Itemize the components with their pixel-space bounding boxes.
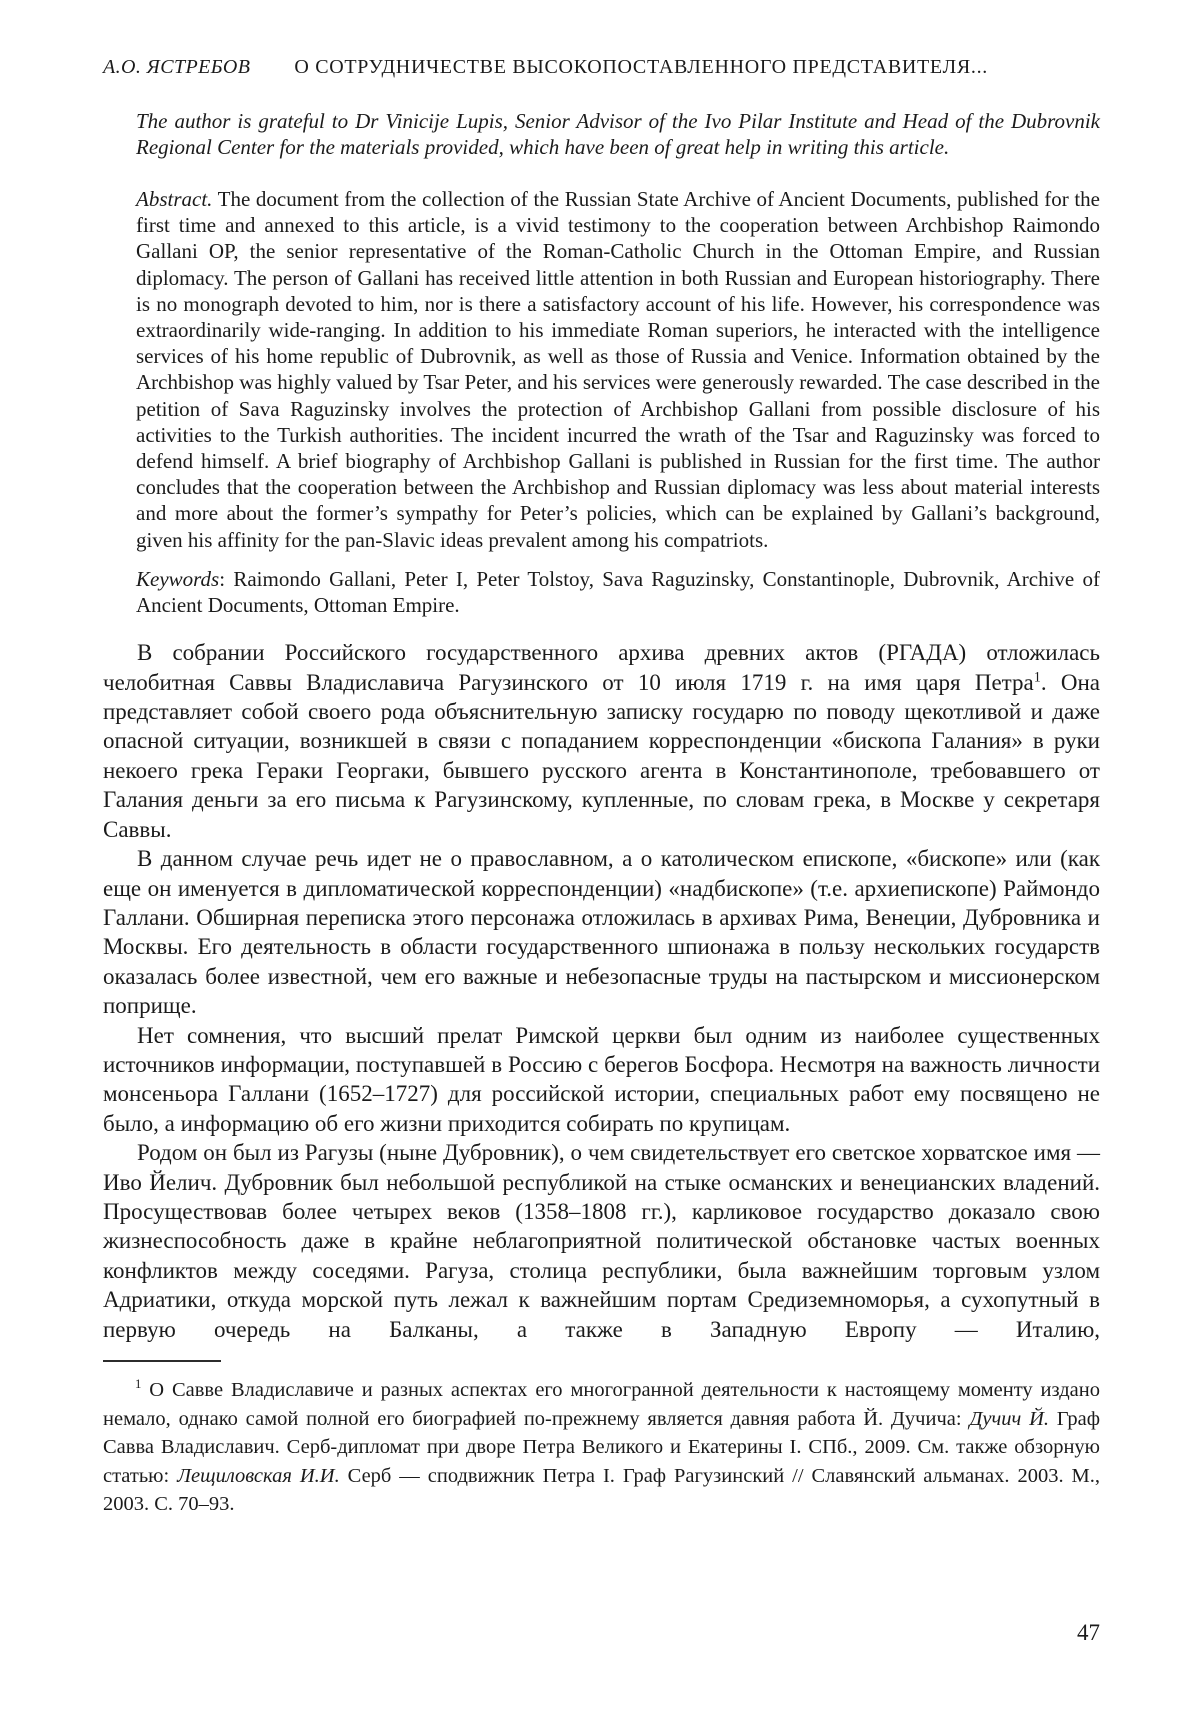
footnote-text-part-2: Граф Савва Владиславич. Серб-дипломат при дворе Петра Великого и Екатерины I. СПб., 2009. См. также обзорную статью: (103, 1407, 1100, 1487)
footnote-cited-author-2: Лещиловская И.И. (177, 1464, 340, 1487)
footnote-1 (103, 1376, 1100, 1519)
footnote-text-part-1: О Савве Владиславиче и разных аспектах его многогранной деятельности к настоящему моменту издано немало, однако самой полной его биографией по-прежнему является давняя работа Й. Дучича: (103, 1379, 1100, 1430)
keywords-label: Keywords (136, 566, 220, 591)
page-number: 47 (1077, 1620, 1100, 1645)
footnote-separator-rule (103, 1360, 221, 1362)
article-body (103, 638, 1100, 1344)
abstract-label: Abstract. (136, 187, 213, 211)
footnote-cited-author-1: Дучич Й. (969, 1407, 1050, 1430)
running-header-author: А.О. ЯСТРЕБОВ (103, 56, 251, 78)
body-paragraph-1-text-before-note: В собрании Российского государственного архива древних актов (РГАДА) отложилась челобитная Саввы Владиславича Рагузинского от 10 июля 1719 г. на имя царя Петра (103, 640, 1100, 695)
body-paragraph-1 (103, 638, 1100, 844)
abstract-paragraph (136, 186, 1100, 553)
keywords-paragraph (136, 566, 1100, 618)
body-paragraph-2: В данном случае речь идет не о православном, а о католическом епископе, «бископе» или (как еще он именуется в дипломатической корреспонденции) «надбископе» (т.е. архиепископе) Раймондо Галлани. Обширная переписка этого персонажа отложилась в архивах Рима, Венеции, Дубровника и Москвы. Его деятельность в области государственного шпионажа в пользу нескольких государств оказалась более известной, чем его важные и небезопасные труды на пастырском и миссионерском поприще. (103, 846, 1100, 1019)
footnote-reference-1: 1 (1033, 669, 1041, 685)
body-paragraph-3: Нет сомнения, что высший прелат Римской церкви был одним из наиболее существенных источников информации, поступавшей в Россию с берегов Босфора. Несмотря на важность личности монсеньора Галлани (1652–1727) для российской истории, специальных работ ему посвящено не было, а информацию об его жизни приходится собирать по крупицам. (103, 1022, 1100, 1136)
body-paragraph-1-text-after-note: . Она представляет собой своего рода объяснительную записку государю по поводу щекотливой и даже опасной ситуации, возникшей в связи с попаданием корреспонденции «бископа Галания» в руки некоего грека Гераки Георгаки, бывшего русского агента в Константинополе, требовавшего от Галания деньги за его письма к Рагузинскому, купленные, по словам грека, в Москве у секретаря Саввы. (103, 669, 1100, 842)
acknowledgment-paragraph: The author is grateful to Dr Vinicije Lupis, Senior Advisor of the Ivo Pilar Institute and Head of the Dubrovnik Regional Center for the materials provided, which have been of great help in writing this article. (136, 109, 1100, 159)
abstract-text: The document from the collection of the Russian State Archive of Ancient Documents, published for the first time and annexed to this article, is a vivid testimony to the cooperation between Archbishop Raimondo Gallani OP, the senior representative of the Roman-Catholic Church in the Ottoman Empire, and Russian diplomacy. The person of Gallani has received little attention in both Russian and European historiography. There is no monograph devoted to him, nor is there a satisfactory account of his life. However, his correspondence was extraordinarily wide-ranging. In addition to his immediate Roman superiors, he interacted with the intelligence services of his home republic of Dubrovnik, as well as those of Russia and Venice. Information obtained by the Archbishop was highly valued by Tsar Peter, and his services were generously rewarded. The case described in the petition of Sava Raguzinsky involves the protection of Archbishop Gallani from possible disclosure of his activities to the Turkish authorities. The incident incurred the wrath of the Tsar and Raguzinsky was forced to defend himself. A brief biography of Archbishop Gallani is published in Russian for the first time. The author concludes that the cooperation between the Archbishop and Russian diplomacy was less about material interests and more about the former’s sympathy for Peter’s policies, which can be explained by Gallani’s background, given his affinity for the pan-Slavic ideas prevalent among his compatriots. (136, 187, 1100, 552)
body-paragraph-4: Родом он был из Рагузы (ныне Дубровник), о чем свидетельствует его светское хорватское имя — Иво Йелич. Дубровник был небольшой республикой на стыке османских и венецианских владений. Просуществовав более четырех веков (1358–1808 гг.), карликовое государство доказало свою жизнеспособность даже в крайне неблагоприятной политической обстановке частых военных конфликтов между соседями. Рагуза, столица республики, была важнейшим торговым узлом Адриатики, откуда морской путь лежал к важнейшим портам Средиземноморья, а сухопутный в первую очередь на Балканы, а также в Западную Европу — Италию, (103, 1140, 1100, 1342)
keywords-text: : Raimondo Gallani, Peter I, Peter Tolstoy, Sava Raguzinsky, Constantinople, Dubrovnik, Archive of Ancient Documents, Ottoman Empire. (136, 566, 1100, 618)
running-header (103, 56, 1100, 79)
running-header-title: О СОТРУДНИЧЕСТВЕ ВЫСОКОПОСТАВЛЕННОГО ПРЕДСТАВИТЕЛЯ... (294, 56, 988, 78)
footnote-text-part-3: Серб — сподвижник Петра I. Граф Рагузинский // Славянский альманах. 2003. М., 2003. С. 70–93. (103, 1464, 1101, 1515)
footnote-marker: 1 (135, 1377, 142, 1392)
